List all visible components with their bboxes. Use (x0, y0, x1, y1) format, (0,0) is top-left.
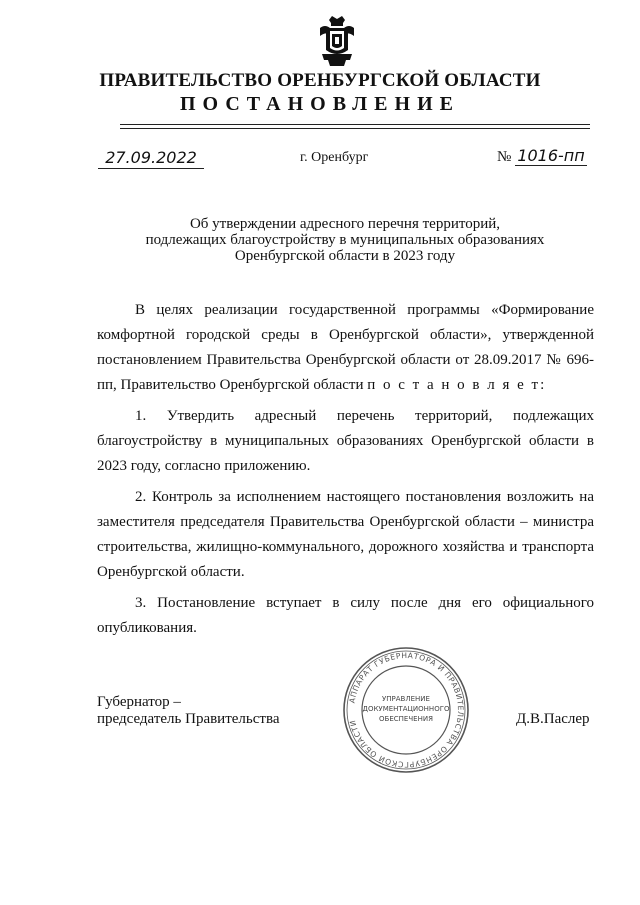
coat-of-arms-icon (316, 14, 358, 68)
item-paragraph: 2. Контроль за исполнением настоящего постановления возложить на заместителя председателя Правительства Оренбургской области – министра строительства, жилищно-коммунального, дорожного хозяйства и транспорта Оренбургской области. (97, 489, 594, 580)
stamp-inner-line: ДОКУМЕНТАЦИОННОГО (362, 705, 450, 713)
document-body (97, 298, 594, 647)
government-title: ПРАВИТЕЛЬСТВО ОРЕНБУРГСКОЙ ОБЛАСТИ (99, 70, 541, 91)
document-city: г. Оренбург (300, 150, 369, 165)
number-prefix: № (497, 149, 512, 165)
preamble-paragraph (97, 298, 594, 398)
item-paragraph: 3. Постановление вступает в силу после дня его официального опубликования. (97, 595, 594, 636)
header-divider-thin (120, 128, 590, 129)
preamble-text: В целях реализации государственной программы «Формирование комфортной городской среды в Оренбургской области», утвержденной постановлением Правительства Оренбургской области от 28.09.2017 № 696-пп, Правительство Оренбургской области (97, 302, 594, 393)
signatory-position (97, 694, 280, 728)
item-paragraph: 1. Утвердить адресный перечень территорий, подлежащих благоустройству в муниципальных образованиях Оренбургской области в 2023 году, согласно приложению. (97, 408, 594, 474)
subject-line: Об утверждении адресного перечня территорий, (189, 216, 501, 232)
preamble-verb: п о с т а н о в л я е т: (367, 377, 547, 393)
position-line: Губернатор – (97, 694, 181, 710)
document-number (497, 146, 587, 166)
document-date: 27.09.2022 (98, 148, 204, 169)
stamp-inner-line: ОБЕСПЕЧЕНИЯ (379, 715, 433, 723)
document-subject (80, 216, 610, 264)
subject-line: подлежащих благоустройству в муниципальных образованиях (145, 232, 545, 248)
signatory-name: Д.В.Паслер (516, 711, 590, 727)
official-stamp (339, 645, 473, 775)
subject-line: Оренбургской области в 2023 году (234, 248, 456, 264)
document-type: ПОСТАНОВЛЕНИЕ (180, 93, 460, 115)
position-line: председатель Правительства (97, 711, 280, 727)
number-value: 1016-пп (517, 146, 585, 165)
stamp-inner-line: УПРАВЛЕНИЕ (382, 695, 430, 703)
header-divider (120, 124, 590, 125)
stamp-outer-text: АППАРАТ ГУБЕРНАТОРА И ПРАВИТЕЛЬСТВА ОРЕНБУРГСКОЙ ОБЛАСТИ (347, 650, 466, 770)
